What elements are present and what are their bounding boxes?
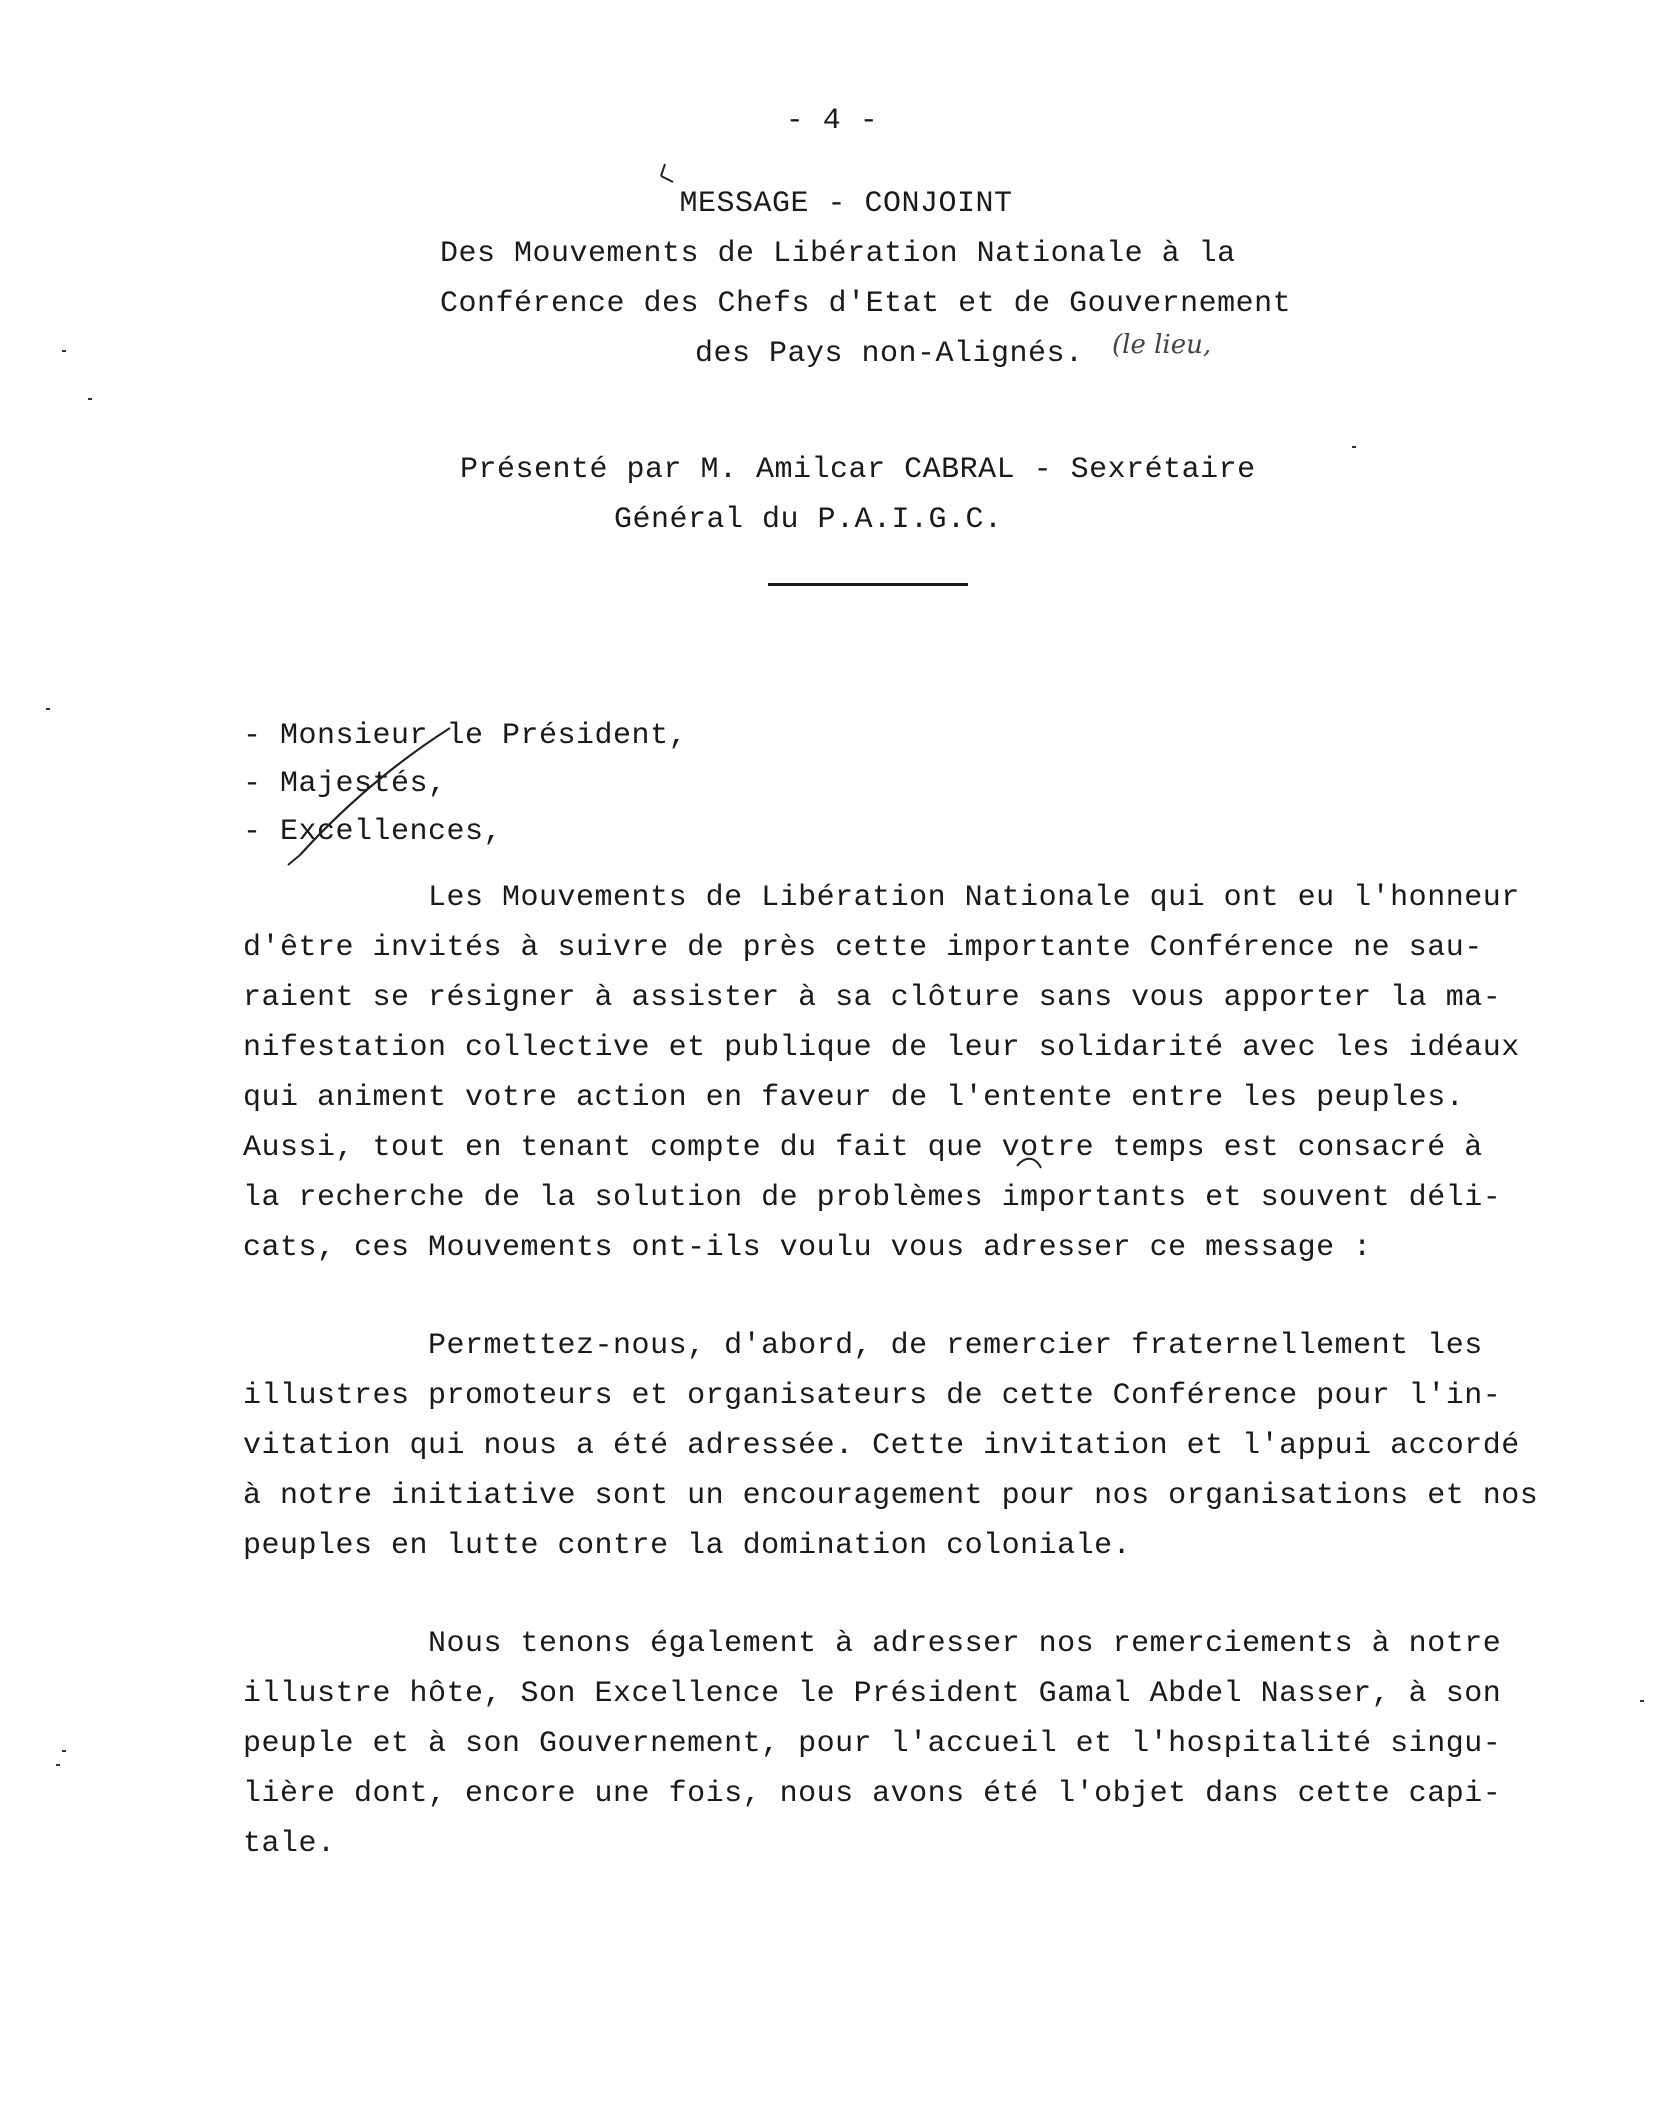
salutation-1: - Monsieur le Président, bbox=[243, 719, 688, 753]
paragraph-3-line-4: lière dont, encore une fois, nous avons été l'objet dans cette capi- bbox=[243, 1777, 1502, 1811]
paragraph-2-line-2: illustres promoteurs et organisateurs de cette Conférence pour l'in- bbox=[243, 1379, 1502, 1413]
paragraph-2-line-3: vitation qui nous a été adressée. Cette invitation et l'appui accordé bbox=[243, 1429, 1520, 1463]
margin-speck bbox=[56, 1764, 60, 1766]
header-line-1: Des Mouvements de Libération Nationale à la bbox=[440, 237, 1236, 271]
presenter-line-1: Présenté par M. Amilcar CABRAL - Sexrétaire bbox=[460, 453, 1256, 487]
separator-rule bbox=[768, 583, 968, 586]
header-line-2: Conférence des Chefs d'Etat et de Gouvernement bbox=[440, 287, 1292, 321]
margin-speck bbox=[62, 350, 66, 352]
paragraph-1-line-2: d'être invités à suivre de près cette importante Conférence ne sau- bbox=[243, 931, 1483, 965]
paragraph-2-line-1: Permettez-nous, d'abord, de remercier fraternellement les bbox=[243, 1329, 1483, 1363]
paragraph-2-line-4: à notre initiative sont un encouragement pour nos organisations et nos bbox=[243, 1479, 1539, 1513]
margin-speck bbox=[88, 398, 92, 400]
paragraph-3-line-1: Nous tenons également à adresser nos remerciements à notre bbox=[243, 1627, 1502, 1661]
paragraph-1-line-5: qui animent votre action en faveur de l'entente entre les peuples. bbox=[243, 1081, 1465, 1115]
paragraph-1-line-6: Aussi, tout en tenant compte du fait que votre temps est consacré à bbox=[243, 1131, 1483, 1165]
salutation-3: - Excellences, bbox=[243, 815, 503, 849]
page-number: - 4 - bbox=[785, 104, 879, 138]
paragraph-1-line-3: raient se résigner à assister à sa clôture sans vous apporter la ma- bbox=[243, 981, 1502, 1015]
paragraph-3-line-3: peuple et à son Gouvernement, pour l'accueil et l'hospitalité singu- bbox=[243, 1727, 1502, 1761]
presenter-line-2: Général du P.A.I.G.C. bbox=[614, 503, 1003, 537]
paragraph-3-line-5: tale. bbox=[243, 1827, 336, 1861]
paragraph-1-line-8: cats, ces Mouvements ont-ils voulu vous adresser ce message : bbox=[243, 1231, 1372, 1265]
paragraph-1-line-4: nifestation collective et publique de leur solidarité avec les idéaux bbox=[243, 1031, 1520, 1065]
margin-speck bbox=[1352, 446, 1356, 448]
paragraph-1-line-1: Les Mouvements de Libération Nationale qui ont eu l'honneur bbox=[243, 881, 1520, 915]
header-line-3: des Pays non-Alignés. bbox=[695, 337, 1084, 371]
paragraph-3-line-2: illustre hôte, Son Excellence le Président Gamal Abdel Nasser, à son bbox=[243, 1677, 1502, 1711]
margin-speck bbox=[1640, 1700, 1644, 1702]
handwritten-note: (le lieu, bbox=[1112, 330, 1212, 360]
paragraph-2-line-5: peuples en lutte contre la domination coloniale. bbox=[243, 1529, 1132, 1563]
paragraph-1-line-7: la recherche de la solution de problèmes importants et souvent déli- bbox=[243, 1181, 1502, 1215]
salutation-2: - Majestés, bbox=[243, 767, 447, 801]
margin-speck bbox=[46, 708, 50, 710]
margin-speck bbox=[62, 1750, 66, 1752]
document-title: MESSAGE - CONJOINT bbox=[679, 187, 1013, 221]
